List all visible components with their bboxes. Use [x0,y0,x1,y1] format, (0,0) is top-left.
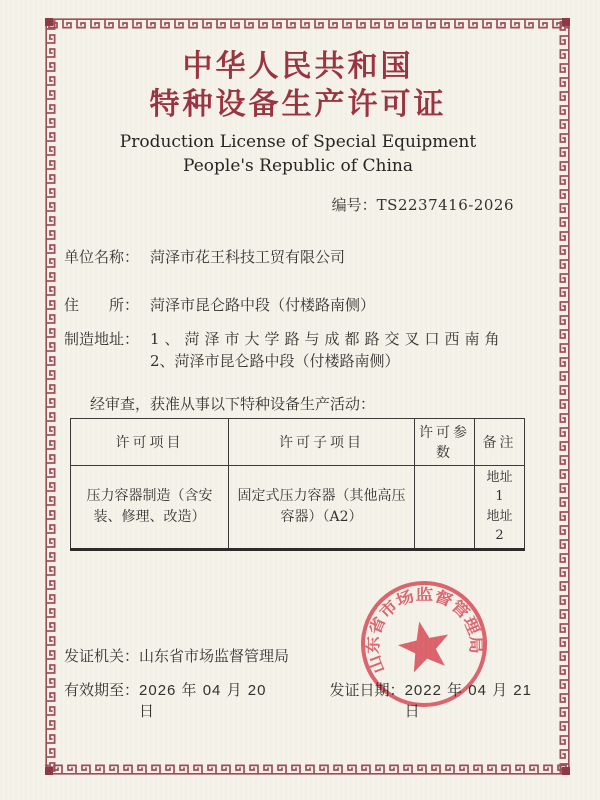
table-header-row [71,418,525,465]
approval-note: 经审查，获准从事以下特种设备生产活动： [90,394,376,413]
dates-line [64,679,532,721]
manufacturing-address-label: 制造地址： [64,330,140,349]
issuing-authority-label: 发证机关： [64,646,140,665]
header-project: 许可项目 [71,418,229,465]
remark-line-4: 2 [495,528,504,544]
remark-line-3: 地址 [486,508,513,524]
manufacturing-address-line1: 1、菏泽市大学路与成都路交叉口西南角 [150,330,505,349]
title-cn-line1: 中华人民共和国 [182,49,414,84]
remark-line-1: 地址 [486,469,513,485]
unit-name-label: 单位名称： [64,247,140,266]
title-en [64,130,532,178]
table-row [71,465,525,549]
issuing-authority-value: 山东省市场监督管理局 [139,646,290,665]
remark-line-2: 1 [495,489,504,505]
stamp-text: 山东省市场监督管理局 [363,584,486,677]
field-unit-name [64,247,532,269]
cell-sub-project: 固定式压力容器（其他高压容器）（A2） [229,465,415,549]
cell-parameters [415,465,475,549]
issue-date-value: 2022 年 04 月 21 日 [404,681,532,720]
title-en-line1: Production License of Special Equipment [119,131,477,152]
license-table [70,418,525,551]
issuing-authority-line [64,645,532,666]
residence-label: 住 所： [64,295,140,314]
header-remark: 备注 [475,418,525,465]
header-parameters: 许可参数 [415,418,475,465]
validity-value: 2026 年 04 月 20 日 [139,681,267,720]
field-residence [64,295,532,317]
serial-label: 编号： [331,195,377,214]
cell-remark [475,465,525,549]
title-cn-line2: 特种设备生产许可证 [149,86,447,122]
unit-name-value: 菏泽市花王科技工贸有限公司 [150,247,346,266]
issue-date-group [330,679,532,721]
manufacturing-address-line2: 2、菏泽市昆仑路中段（付楼路南侧） [150,352,400,371]
field-manufacturing-address [64,329,532,373]
cell-project: 压力容器制造（含安装、修理、改造） [71,465,229,549]
serial-value: TS2237416-2026 [376,195,514,214]
issue-date-label: 发证日期： [329,680,405,699]
serial-number-line [64,194,532,215]
validity-label: 有效期至： [64,680,140,699]
title-en-line2: People's Republic of China [183,155,413,176]
manufacturing-address-value [150,329,532,373]
certificate-content [64,48,532,721]
header-sub-project: 许可子项目 [229,418,415,465]
residence-value: 菏泽市昆仑路中段（付楼路南侧） [150,295,376,314]
